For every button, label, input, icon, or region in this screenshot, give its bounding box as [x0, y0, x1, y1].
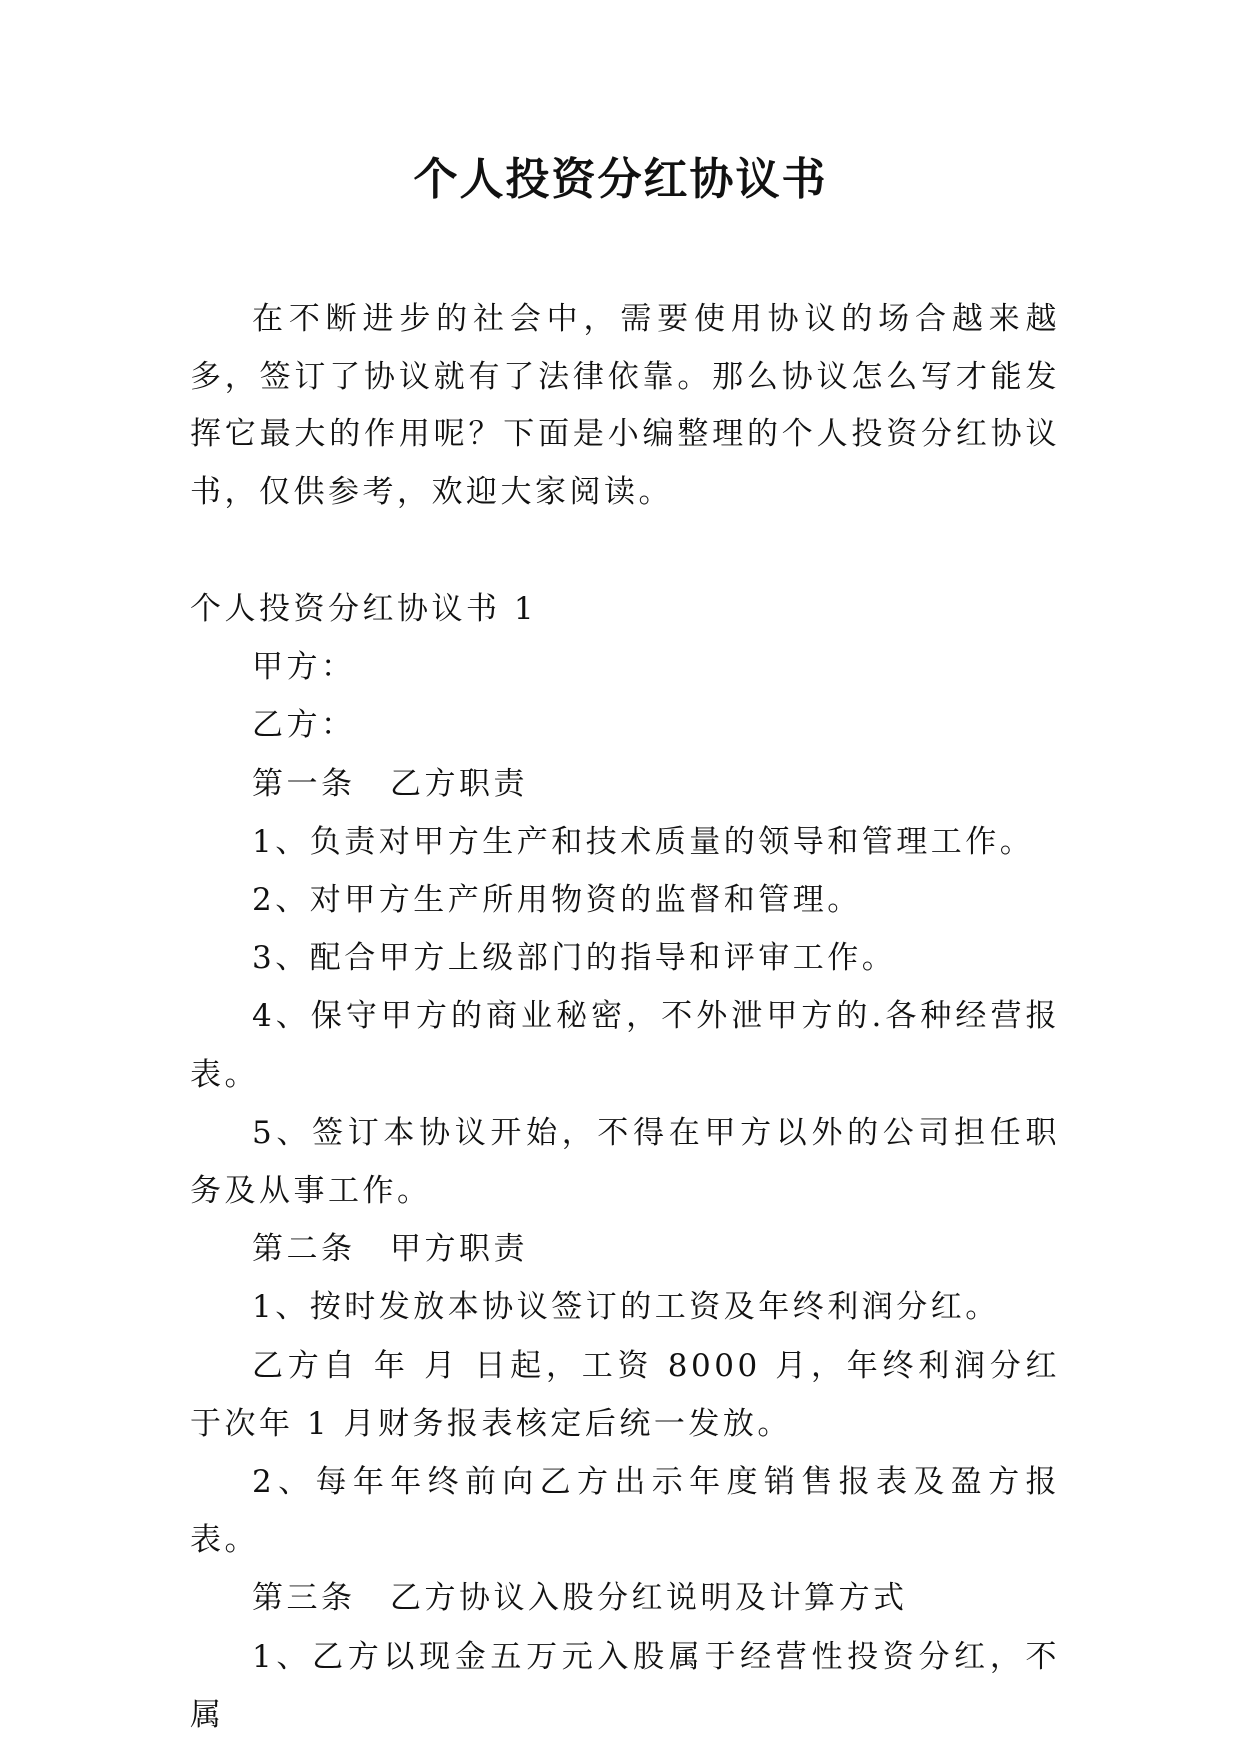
article-1-item-1: 1、负责对甲方生产和技术质量的领导和管理工作。 — [252, 823, 1035, 860]
document-title: 个人投资分红协议书 — [413, 154, 828, 205]
article-1-item-2: 2、对甲方生产所用物资的监督和管理。 — [252, 882, 862, 919]
article-2-item-1: 1、按时发放本协议签订的工资及年终利润分红。 — [252, 1289, 1000, 1326]
article-3-item-1: 1、乙方以现金五万元入股属于经营性投资分红，不属 — [190, 1638, 1060, 1733]
article-1-item-4: 4、保守甲方的商业秘密，不外泄甲方的.各种经营报表。 — [190, 998, 1060, 1093]
article-1-heading: 第一条 乙方职责 — [252, 765, 528, 802]
article-2-salary-note: 乙方自 年 月 日起，工资 8000 月，年终利润分红于次年 1 月财务报表核定后统一发放。 — [190, 1347, 1060, 1442]
intro-paragraph: 在不断进步的社会中，需要使用协议的场合越来越多，签订了协议就有了法律依靠。那么协议怎么写才能发挥它最大的作用呢？下面是小编整理的个人投资分红协议书，仅供参考，欢迎大家阅读。 — [190, 301, 1060, 510]
party-b-line: 乙方： — [252, 707, 356, 744]
agreement-section — [190, 580, 1060, 1744]
article-1-item-3: 3、配合甲方上级部门的指导和评审工作。 — [252, 940, 897, 977]
section-heading: 个人投资分红协议书 1 — [190, 591, 538, 627]
article-2-item-2: 2、每年年终前向乙方出示年度销售报表及盈方报表。 — [190, 1464, 1060, 1559]
article-1-item-5: 5、签订本协议开始，不得在甲方以外的公司担任职务及从事工作。 — [190, 1114, 1060, 1210]
article-3-heading: 第三条 乙方协议入股分红说明及计算方式 — [252, 1580, 908, 1617]
party-a-line: 甲方： — [252, 649, 356, 686]
article-2-heading: 第二条 甲方职责 — [252, 1231, 528, 1268]
